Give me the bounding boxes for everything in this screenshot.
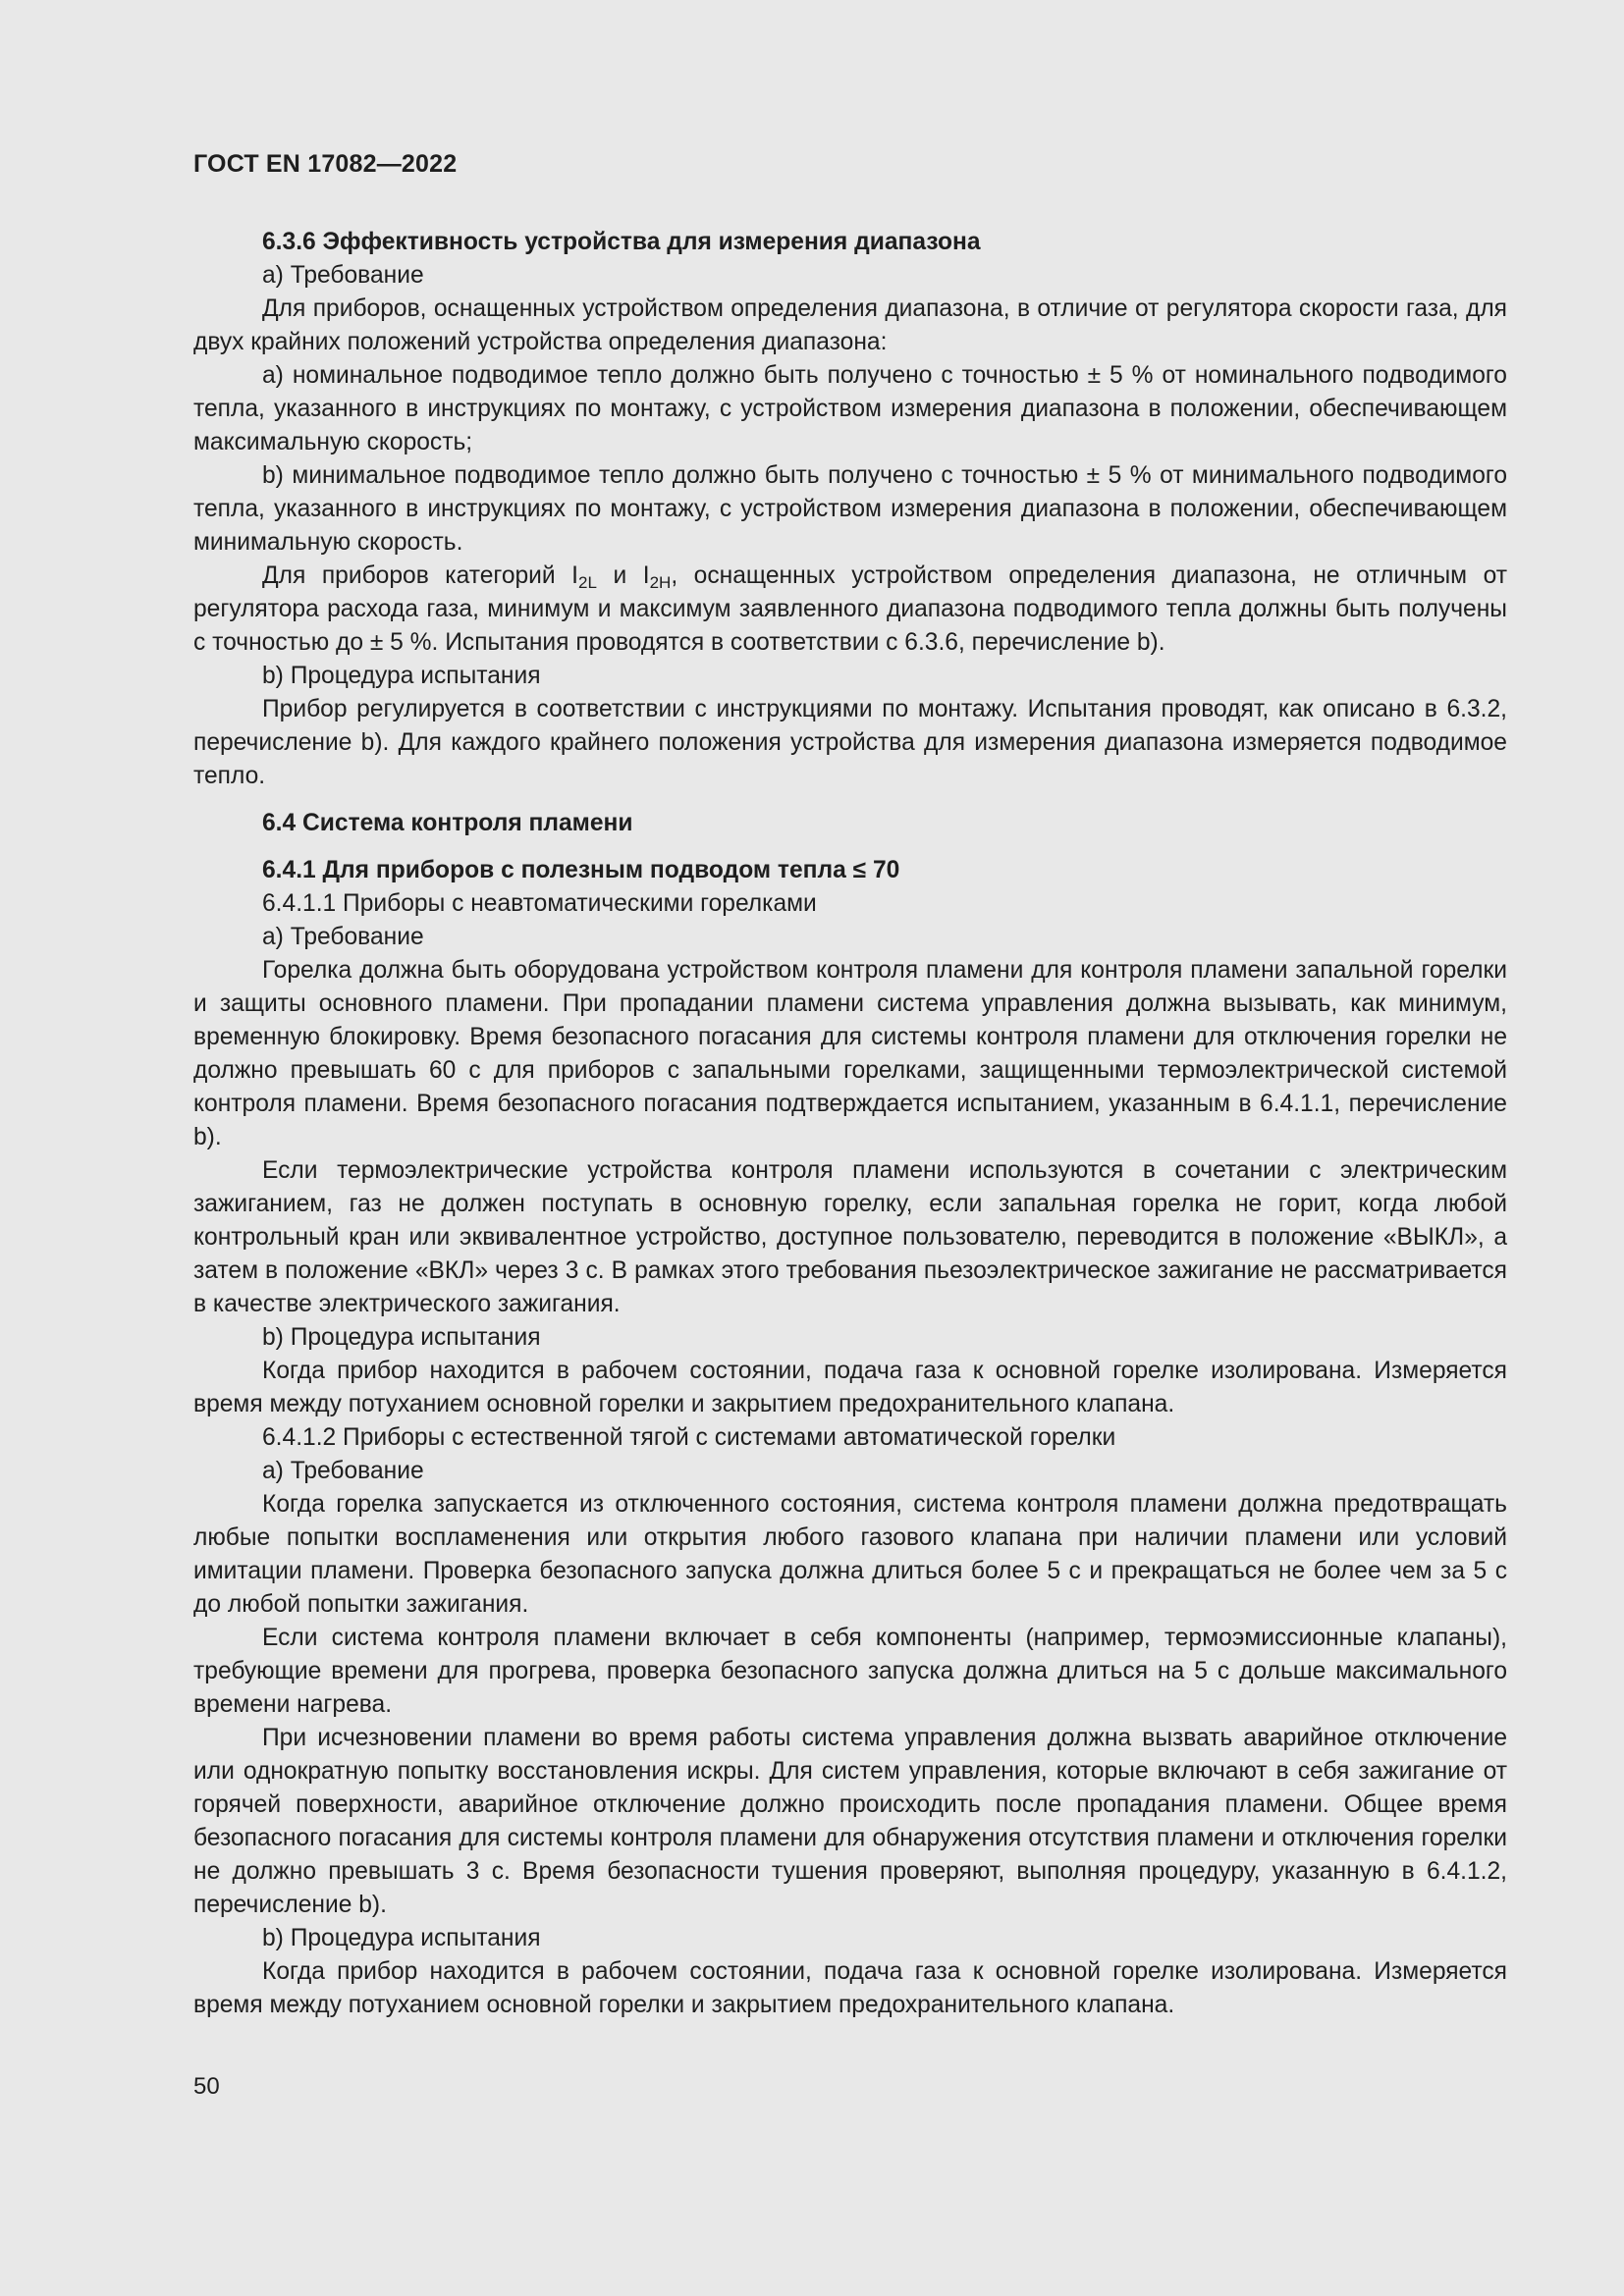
- paragraph: Если термоэлектрические устройства контроля пламени используются в сочетании с электрическим зажиганием, газ не должен поступать в основную горелку, если запальная горелка не горит, когда любой контрольный кран или эквивалентное устройство, доступное пользователю, переводится в положение «ВЫКЛ», а затем в положение «ВКЛ» через 3 с. В рамках этого требования пьезоэлектрическое зажигание не рассматривается в качестве электрического зажигания.: [193, 1157, 1507, 1317]
- procedure-label: b) Процедура испытания: [262, 1324, 541, 1351]
- paragraph-categories: [193, 560, 1507, 660]
- paragraph: b) минимальное подводимое тепло должно быть получено с точностью ± 5 % от минимального подводимого тепла, указанного в инструкциях по монтажу, с устройством измерения диапазона в положении, обеспечивающем минимальную скорость.: [193, 462, 1507, 556]
- paragraph: a) номинальное подводимое тепло должно быть получено с точностью ± 5 % от номинального подводимого тепла, указанного в инструкциях по монтажу, с устройством измерения диапазона в положении, обеспечивающем максимальную скорость;: [193, 362, 1507, 455]
- text-run: Для приборов категорий I: [262, 562, 579, 589]
- document-page: [193, 0, 1507, 2296]
- subsection-title: 6.4.1.2 Приборы с естественной тягой с системами автоматической горелки: [262, 1424, 1116, 1451]
- paragraph: Когда прибор находится в рабочем состоянии, подача газа к основной горелке изолирована. Измеряется время между потуханием основной горелки и закрытием предохранительного клапана.: [193, 1358, 1507, 1417]
- document-body: [193, 226, 1507, 2022]
- requirement-label: а) Требование: [262, 924, 424, 950]
- section-heading-6-3-6: 6.3.6 Эффективность устройства для измерения диапазона: [262, 229, 981, 255]
- text-run: , оснащенных устройством определения диапазона, не отличным от регулятора расхода газа, минимум и максимум заявленного диапазона подводимого тепла должны быть получены с точностью до ± 5 %. Испытания проводятся в соответствии с 6.3.6, перечисление b).: [193, 562, 1507, 656]
- section-heading-6-4-1: 6.4.1 Для приборов с полезным подводом тепла ≤ 70: [262, 857, 900, 883]
- procedure-label: b) Процедура испытания: [262, 1925, 541, 1951]
- paragraph: Когда горелка запускается из отключенного состояния, система контроля пламени должна предотвращать любые попытки воспламенения или открытия любого газового клапана при наличии пламени или условий имитации пламени. Проверка безопасного запуска должна длиться более 5 с и прекращаться не более чем за 5 с до любой попытки зажигания.: [193, 1491, 1507, 1618]
- paragraph: Прибор регулируется в соответствии с инструкциями по монтажу. Испытания проводят, как описано в 6.3.2, перечисление b). Для каждого крайнего положения устройства для измерения диапазона измеряется подводимое тепло.: [193, 696, 1507, 789]
- subscript: 2H: [649, 573, 672, 592]
- paragraph: Горелка должна быть оборудована устройством контроля пламени для контроля пламени запальной горелки и защиты основного пламени. При пропадании пламени система управления должна вызывать, как минимум, временную блокировку. Время безопасного погасания для системы контроля пламени для отключения горелки не должно превышать 60 с для приборов с запальными горелками, защищенными термоэлектрической системой контроля пламени. Время безопасного погасания подтверждается испытанием, указанным в 6.4.1.1, перечисление b).: [193, 957, 1507, 1150]
- procedure-label: b) Процедура испытания: [262, 663, 541, 689]
- requirement-label: а) Требование: [262, 1458, 424, 1484]
- page-number: 50: [193, 2073, 220, 2100]
- text-run: и I: [596, 562, 650, 589]
- section-heading-6-4: 6.4 Система контроля пламени: [262, 810, 633, 836]
- paragraph: Когда прибор находится в рабочем состоянии, подача газа к основной горелке изолирована. Измеряется время между потуханием основной горелки и закрытием предохранительного клапана.: [193, 1958, 1507, 2018]
- requirement-label: а) Требование: [262, 262, 424, 289]
- subscript: 2L: [578, 573, 597, 592]
- subsection-title: 6.4.1.1 Приборы с неавтоматическими горелками: [262, 890, 817, 917]
- paragraph: Для приборов, оснащенных устройством определения диапазона, в отличие от регулятора скорости газа, для двух крайних положений устройства определения диапазона:: [193, 295, 1507, 355]
- paragraph: При исчезновении пламени во время работы система управления должна вызвать аварийное отключение или однократную попытку восстановления искры. Для систем управления, которые включают в себя зажигание от горячей поверхности, аварийное отключение должно происходить после пропадания пламени. Общее время безопасного погасания для системы контроля пламени для обнаружения отсутствия пламени и отключения горелки не должно превышать 3 с. Время безопасности тушения проверяют, выполняя процедуру, указанную в 6.4.1.2, перечисление b).: [193, 1725, 1507, 1918]
- document-header: ГОСТ EN 17082—2022: [193, 150, 458, 178]
- paragraph: Если система контроля пламени включает в себя компоненты (например, термоэмиссионные клапаны), требующие времени для прогрева, проверка безопасного запуска должна длиться на 5 с дольше максимального времени нагрева.: [193, 1625, 1507, 1718]
